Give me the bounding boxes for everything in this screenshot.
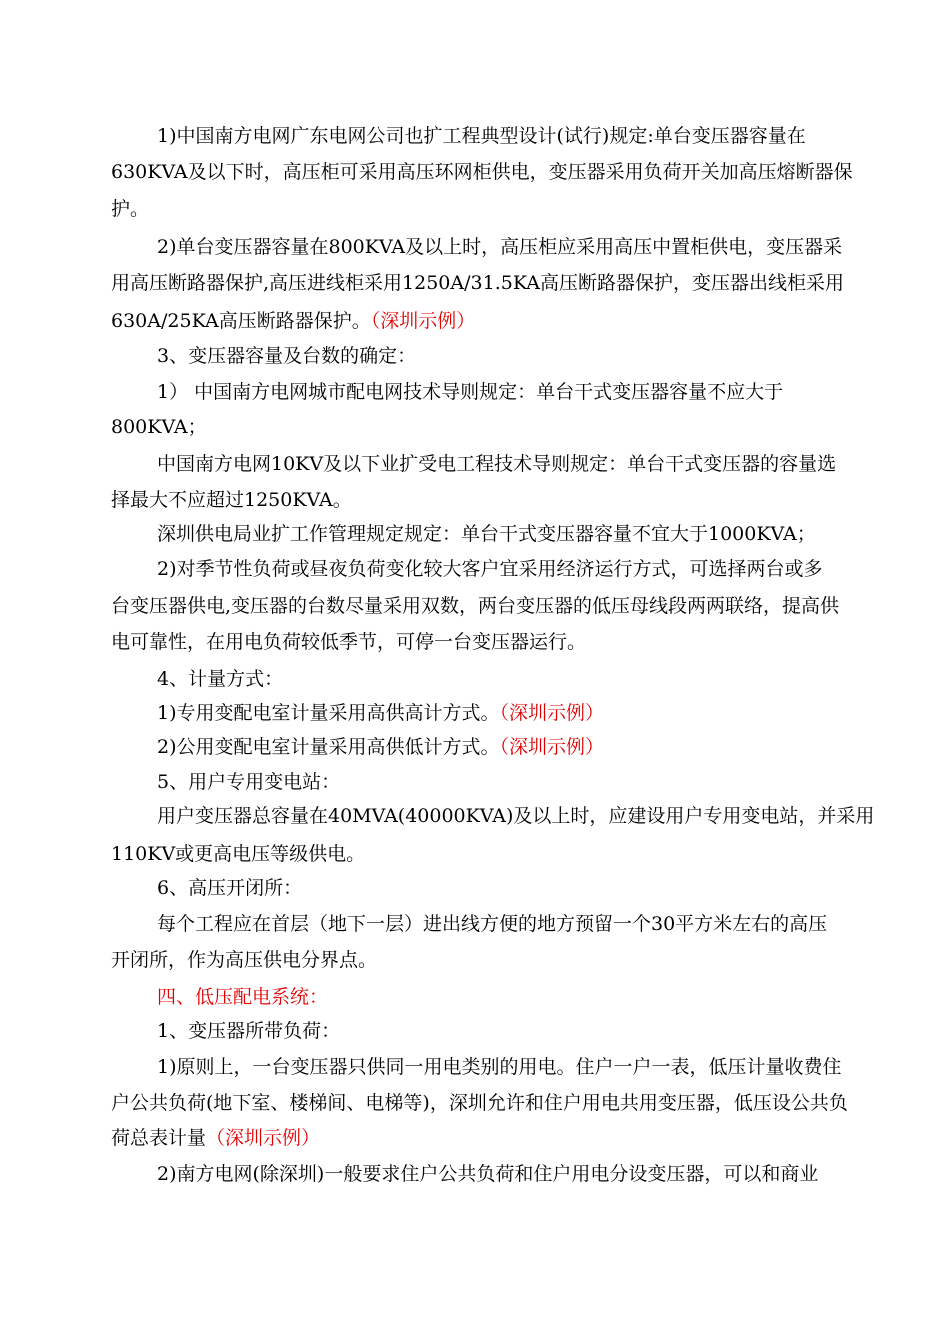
section-heading: 3、变压器容量及台数的确定： (157, 345, 417, 367)
paragraph-line: 1)专用变配电室计量采用高供高计方式。（深圳示例） (157, 702, 605, 724)
paragraph-line: 1)中国南方电网广东电网公司也扩工程典型设计(试行)规定:单台变压器容量在 (157, 125, 806, 147)
section-heading: 4、计量方式： (157, 668, 284, 690)
paragraph-line: 中国南方电网10KV及以下业扩受电工程技术导则规定：单台干式变压器的容量选 (157, 453, 837, 475)
paragraph-line: 2)南方电网(除深圳)一般要求住户公共负荷和住户用电分设变压器，可以和商业 (157, 1163, 819, 1185)
paragraph-line: 每个工程应在首层（地下一层）进出线方便的地方预留一个30平方米左右的高压 (157, 913, 828, 935)
section-heading-red: 四、低压配电系统： (157, 986, 329, 1008)
paragraph-line: 户公共负荷(地下室、楼梯间、电梯等)，深圳允许和住户用电共用变压器，低压设公共负 (111, 1092, 848, 1114)
paragraph-line: 择最大不应超过1250KVA。 (111, 489, 352, 511)
paragraph-line: 800KVA； (111, 416, 207, 438)
paragraph-line: 1） 中国南方电网城市配电网技术导则规定：单台干式变压器容量不应大于 (157, 381, 784, 403)
paragraph-line: 630KVA及以下时，高压柜可采用高压环网柜供电，变压器采用负荷开关加高压熔断器保 (111, 161, 853, 183)
section-heading: 1、变压器所带负荷： (157, 1020, 341, 1042)
paragraph-line: 台变压器供电,变压器的台数尽量采用双数，两台变压器的低压母线段两两联络，提高供 (111, 595, 840, 617)
paragraph-line: 电可靠性，在用电负荷较低季节，可停一台变压器运行。 (111, 631, 587, 653)
paragraph-line: 2)公用变配电室计量采用高供低计方式。（深圳示例） (157, 736, 605, 758)
paragraph-line: 护。 (111, 198, 150, 220)
paragraph-line: 深圳供电局业扩工作管理规定规定：单台干式变压器容量不宜大于1000KVA； (157, 523, 816, 545)
paragraph-line: 2)单台变压器容量在800KVA及以上时，高压柜应采用高压中置柜供电，变压器采 (157, 236, 843, 258)
paragraph-line: 2)对季节性负荷或昼夜负荷变化较大客户宜采用经济运行方式，可选择两台或多 (157, 558, 823, 580)
paragraph-line: 630A/25KA高压断路器保护。（深圳示例） (111, 310, 476, 332)
paragraph-line: 用高压断路器保护,高压进线柜采用1250A/31.5KA高压断路器保护，变压器出线柜采用 (111, 272, 844, 294)
section-heading: 5、用户专用变电站： (157, 771, 341, 793)
paragraph-line: 110KV或更高电压等级供电。 (111, 843, 366, 865)
section-heading: 6、高压开闭所： (157, 877, 303, 899)
paragraph-line: 荷总表计量（深圳示例） (111, 1127, 321, 1149)
paragraph-line: 1)原则上，一台变压器只供同一用电类别的用电。住户一户一表，低压计量收费住 (157, 1056, 842, 1078)
paragraph-line: 用户变压器总容量在40MVA(40000KVA)及以上时，应建设用户专用变电站，并采用 (157, 805, 875, 827)
paragraph-line: 开闭所，作为高压供电分界点。 (111, 949, 378, 971)
